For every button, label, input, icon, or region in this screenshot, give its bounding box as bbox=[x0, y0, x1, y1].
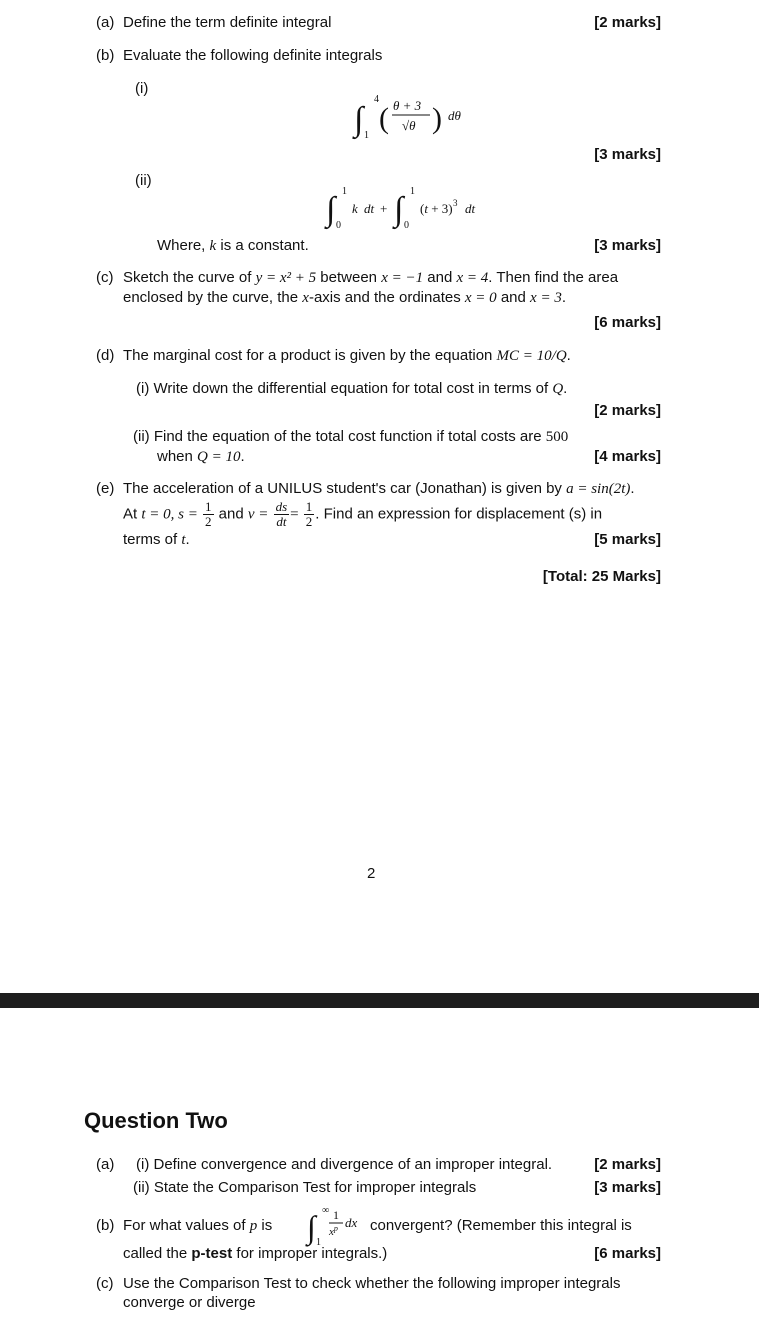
q2-b-p: p bbox=[249, 1218, 258, 1234]
part-a-marks: [2 marks] bbox=[594, 14, 661, 31]
question-two-heading: Question Two bbox=[84, 1108, 228, 1133]
c-text-7: and bbox=[496, 289, 531, 306]
q2-b-label: (b) bbox=[96, 1217, 115, 1234]
d-ii-period: . bbox=[240, 448, 245, 465]
svg-text:0: 0 bbox=[404, 220, 409, 231]
constant-text: is a constant. bbox=[216, 237, 309, 254]
q2-b-line1a bbox=[123, 1217, 272, 1235]
svg-text:k: k bbox=[352, 201, 358, 216]
d-ii-eq: Q = 10 bbox=[197, 449, 241, 465]
page-divider bbox=[0, 993, 759, 1008]
d-i-text: Write down the differential equation for total cost in terms of bbox=[153, 380, 553, 397]
part-d-ii bbox=[133, 428, 568, 446]
c-eq-x0: x = 0 bbox=[464, 290, 497, 306]
part-d-text bbox=[123, 347, 571, 365]
c-eq-xmax: x = 4 bbox=[456, 270, 489, 286]
part-e-line2 bbox=[123, 500, 602, 529]
c-text-4: . Then find the area bbox=[488, 269, 619, 286]
c-eq-x3: x = 3 bbox=[530, 290, 562, 306]
part-d-ii-marks: [4 marks] bbox=[594, 448, 661, 465]
svg-text:1: 1 bbox=[316, 1237, 321, 1248]
svg-text:∞: ∞ bbox=[322, 1205, 330, 1216]
c-text-2: between bbox=[316, 269, 382, 286]
part-d-label: (d) bbox=[96, 347, 115, 364]
c-eq-curve: y = x² + 5 bbox=[255, 270, 317, 286]
c-text-6: -axis and the ordinates bbox=[308, 289, 465, 306]
d-ii-label: (ii) bbox=[133, 428, 150, 445]
part-a-label: (a) bbox=[96, 14, 115, 31]
svg-text:4: 4 bbox=[374, 94, 379, 105]
q2-b-for: for improper integrals.) bbox=[232, 1245, 388, 1262]
c-text-3: and bbox=[423, 269, 457, 286]
e-period-3: . bbox=[185, 531, 190, 548]
c-eq-xmin: x = −1 bbox=[381, 270, 424, 286]
q2-b-text-a: For what values of bbox=[123, 1217, 250, 1234]
part-d-i-marks: [2 marks] bbox=[594, 402, 661, 419]
q2-c-line2: converge or diverge bbox=[123, 1294, 256, 1311]
svg-text:1: 1 bbox=[364, 130, 369, 141]
part-d-i bbox=[136, 380, 567, 398]
svg-text:3: 3 bbox=[453, 198, 458, 208]
svg-text:∫: ∫ bbox=[307, 1209, 316, 1245]
part-b-ii-label: (ii) bbox=[135, 172, 152, 189]
q2-a-i-text: (i) Define convergence and divergence of an improper integral. bbox=[136, 1156, 553, 1173]
e-terms: terms of bbox=[123, 531, 182, 548]
k-symbol: k bbox=[209, 238, 217, 254]
svg-text:dt: dt bbox=[465, 201, 476, 216]
e-t0: t = 0, s = bbox=[141, 506, 198, 523]
svg-text:∫: ∫ bbox=[326, 191, 336, 228]
part-b-i-marks: [3 marks] bbox=[594, 146, 661, 163]
d-ii-value: 500 bbox=[545, 429, 569, 445]
svg-text:dθ: dθ bbox=[448, 108, 461, 123]
d-period: . bbox=[566, 347, 571, 364]
q2-c-label: (c) bbox=[96, 1275, 114, 1292]
part-c-line2 bbox=[123, 289, 566, 307]
e-t: t bbox=[181, 532, 186, 548]
e-equals: = bbox=[290, 506, 299, 523]
svg-text:θ + 3: θ + 3 bbox=[393, 98, 422, 113]
svg-text:xp: $x^p$ bbox=[329, 1224, 338, 1238]
part-c-marks: [6 marks] bbox=[594, 314, 661, 331]
d-eq-mc: MC = 10/Q bbox=[496, 348, 567, 364]
where-text: Where, bbox=[157, 237, 210, 254]
c-text-5: enclosed by the curve, the bbox=[123, 289, 303, 306]
frac-ds-dt: $\frac{ds}{dt}$ bbox=[275, 499, 288, 529]
svg-text:dx: dx bbox=[345, 1215, 358, 1230]
page-number: 2 bbox=[367, 865, 376, 882]
q2-a-ii-text: (ii) State the Comparison Test for improper integrals bbox=[133, 1179, 477, 1196]
d-i-period: . bbox=[563, 380, 568, 397]
part-b-ii-where bbox=[157, 237, 309, 255]
part-c-line1 bbox=[123, 269, 618, 287]
svg-text:1: 1 bbox=[342, 186, 347, 197]
e-tail: Find an expression for displacement (s) in bbox=[319, 505, 603, 523]
d-ii-text: Find the equation of the total cost function if total costs are bbox=[153, 428, 546, 445]
svg-text:∫: ∫ bbox=[394, 191, 404, 228]
svg-text:1: 1 bbox=[410, 186, 415, 197]
svg-text:0: 0 bbox=[336, 220, 341, 231]
part-b-i-label: (i) bbox=[135, 80, 149, 97]
frac-half-v: $\frac{1}{2}$ bbox=[305, 499, 313, 529]
q2-a-i-marks: [2 marks] bbox=[594, 1156, 661, 1173]
e-eq-acc: a = sin(2t) bbox=[566, 481, 631, 497]
q2-b-ptest: p-test bbox=[191, 1245, 233, 1262]
q2-b-called: called the bbox=[123, 1245, 192, 1262]
total-marks: [Total: 25 Marks] bbox=[542, 568, 661, 585]
part-c-label: (c) bbox=[96, 269, 114, 286]
e-period: . bbox=[630, 480, 635, 497]
svg-text:dt: dt bbox=[364, 201, 375, 216]
q2-b-line2 bbox=[123, 1245, 387, 1262]
part-e-marks: [5 marks] bbox=[594, 531, 661, 548]
integral-b-ii bbox=[322, 182, 497, 232]
svg-text:+: + bbox=[380, 201, 388, 216]
part-d-ii-line2 bbox=[157, 448, 245, 466]
d-i-q: Q bbox=[552, 381, 564, 397]
e-period-2: . bbox=[315, 505, 320, 523]
part-a-text: Define the term definite integral bbox=[123, 14, 332, 31]
svg-text:∫: ∫ bbox=[354, 101, 364, 138]
part-b-ii-marks: [3 marks] bbox=[594, 237, 661, 254]
c-text-1: Sketch the curve of bbox=[123, 269, 256, 286]
e-at: At bbox=[123, 505, 142, 523]
part-b-label: (b) bbox=[96, 47, 115, 64]
d-i-label: (i) bbox=[136, 380, 150, 397]
e-text: The acceleration of a UNILUS student's car (Jonathan) is given by bbox=[123, 480, 567, 497]
q2-a-ii-marks: [3 marks] bbox=[594, 1179, 661, 1196]
q2-b-marks: [6 marks] bbox=[594, 1245, 661, 1262]
part-e-line3 bbox=[123, 531, 190, 549]
q2-c-line1: Use the Comparison Test to check whether the following improper integrals bbox=[123, 1275, 621, 1292]
svg-text:): ) bbox=[432, 102, 442, 135]
frac-half-s: $\frac{1}{2}$ bbox=[205, 499, 212, 529]
d-ii-when: when bbox=[157, 448, 198, 465]
c-xvar: x bbox=[302, 290, 309, 306]
q2-b-text-b: is bbox=[257, 1217, 273, 1234]
part-e-label: (e) bbox=[96, 480, 115, 497]
svg-text:(: ( bbox=[379, 102, 389, 135]
q2-b-line1c: convergent? (Remember this integral is bbox=[370, 1217, 632, 1234]
e-and: and bbox=[214, 505, 248, 523]
improper-integral bbox=[305, 1202, 367, 1248]
part-b-text: Evaluate the following definite integrals bbox=[123, 47, 383, 64]
d-text: The marginal cost for a product is given by the equation bbox=[123, 347, 497, 364]
integral-b-i bbox=[350, 90, 480, 142]
c-text-8: . bbox=[561, 289, 566, 306]
q2-a-label: (a) bbox=[96, 1156, 115, 1173]
svg-text:(t + 3): (t + 3) bbox=[420, 201, 453, 216]
e-v: v = bbox=[247, 506, 269, 523]
part-e-line1 bbox=[123, 480, 635, 498]
svg-text:√θ: √θ bbox=[402, 118, 416, 133]
svg-text:1: 1 bbox=[333, 1208, 339, 1222]
